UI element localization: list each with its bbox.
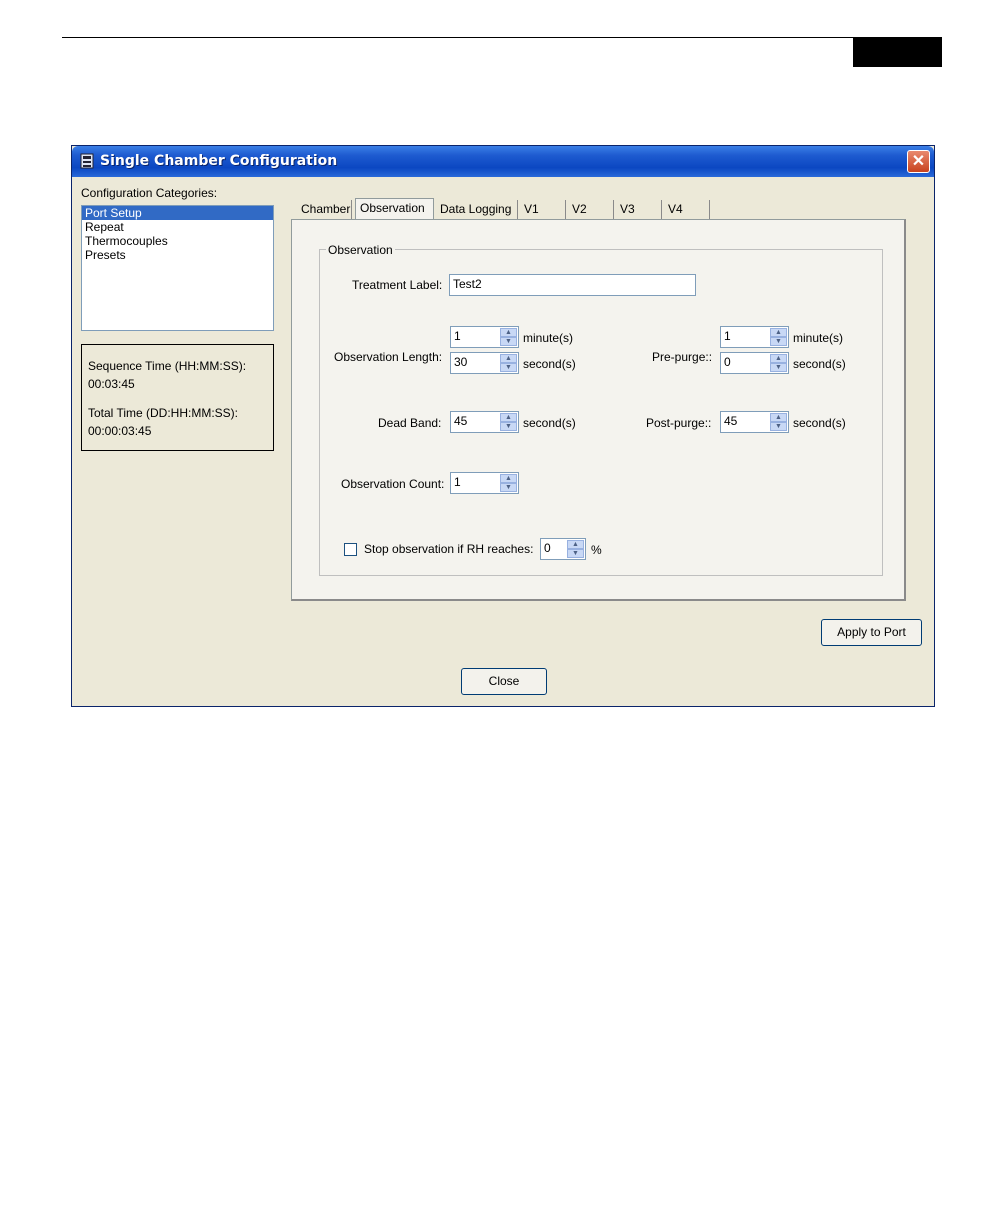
prepurge-minutes-value: 1 xyxy=(724,329,731,343)
prepurge-seconds-spinner[interactable] xyxy=(720,352,789,374)
spin-down-icon[interactable]: ▼ xyxy=(770,363,787,372)
spin-up-icon[interactable]: ▲ xyxy=(567,540,584,549)
spin-up-icon[interactable]: ▲ xyxy=(500,474,517,483)
window-app-icon xyxy=(80,153,94,169)
observation-length-seconds-value: 30 xyxy=(454,355,468,369)
observation-length-seconds-spinner[interactable] xyxy=(450,352,519,374)
stop-rh-value: 0 xyxy=(544,541,551,555)
prepurge-label: Pre-purge:: xyxy=(652,350,713,364)
config-categories-label: Configuration Categories: xyxy=(81,186,218,200)
spin-down-icon[interactable]: ▼ xyxy=(500,337,517,346)
prepurge-seconds-value: 0 xyxy=(724,355,731,369)
dead-band-value: 45 xyxy=(454,414,468,428)
spin-up-icon[interactable]: ▲ xyxy=(770,354,787,363)
spin-down-icon[interactable]: ▼ xyxy=(500,422,517,431)
dead-band-unit: second(s) xyxy=(523,416,576,430)
prepurge-minutes-unit: minute(s) xyxy=(793,331,844,345)
spin-up-icon[interactable]: ▲ xyxy=(500,354,517,363)
dead-band-spinner[interactable] xyxy=(450,411,519,433)
observation-count-spinner[interactable] xyxy=(450,472,519,494)
dead-band-label: Dead Band: xyxy=(378,416,442,430)
treatment-label-caption: Treatment Label: xyxy=(352,278,443,292)
observation-group-title: Observation xyxy=(328,243,393,257)
category-item-port-setup[interactable]: Port Setup xyxy=(82,206,273,220)
apply-to-port-button[interactable]: Apply to Port xyxy=(821,619,922,646)
spin-down-icon[interactable]: ▼ xyxy=(500,363,517,372)
postpurge-unit: second(s) xyxy=(793,416,846,430)
page-header-rule xyxy=(62,37,942,38)
tab-data-logging[interactable]: Data Logging xyxy=(436,200,518,219)
spin-down-icon[interactable]: ▼ xyxy=(567,549,584,558)
spin-down-icon[interactable]: ▼ xyxy=(500,483,517,492)
tab-v4[interactable]: V4 xyxy=(664,200,710,219)
tab-v3[interactable]: V3 xyxy=(616,200,662,219)
postpurge-label: Post-purge:: xyxy=(646,416,712,430)
observation-length-minutes-spinner[interactable] xyxy=(450,326,519,348)
time-summary-box xyxy=(81,344,274,451)
minutes-unit-label: minute(s) xyxy=(523,331,574,345)
single-chamber-config-window xyxy=(71,145,935,707)
spin-down-icon[interactable]: ▼ xyxy=(770,337,787,346)
percent-unit-label: % xyxy=(591,543,602,557)
spin-up-icon[interactable]: ▲ xyxy=(500,413,517,422)
sequence-time-label: Sequence Time (HH:MM:SS): xyxy=(88,359,247,373)
config-categories-list[interactable] xyxy=(81,205,274,331)
spin-up-icon[interactable]: ▲ xyxy=(770,413,787,422)
close-window-button[interactable] xyxy=(907,150,930,173)
tab-chamber[interactable]: Chamber xyxy=(297,200,352,219)
sequence-time-value: 00:03:45 xyxy=(88,377,135,391)
prepurge-minutes-spinner[interactable] xyxy=(720,326,789,348)
observation-count-label: Observation Count: xyxy=(341,477,445,491)
postpurge-value: 45 xyxy=(724,414,738,428)
title-bar[interactable] xyxy=(72,146,934,177)
category-item-presets[interactable]: Presets xyxy=(85,248,126,262)
stop-rh-label: Stop observation if RH reaches: xyxy=(364,542,534,556)
prepurge-seconds-unit: second(s) xyxy=(793,357,846,371)
category-item-thermocouples[interactable]: Thermocouples xyxy=(85,234,168,248)
observation-length-minutes-value: 1 xyxy=(454,329,461,343)
window-title: Single Chamber Configuration xyxy=(100,153,338,169)
tab-observation[interactable]: Observation xyxy=(355,198,434,220)
tab-v2[interactable]: V2 xyxy=(568,200,614,219)
stop-rh-checkbox[interactable] xyxy=(344,543,357,556)
tab-v1[interactable]: V1 xyxy=(520,200,566,219)
observation-group xyxy=(319,249,883,576)
close-icon: ✕ xyxy=(911,153,926,170)
stop-rh-spinner[interactable] xyxy=(540,538,586,560)
seconds-unit-label: second(s) xyxy=(523,357,576,371)
spin-up-icon[interactable]: ▲ xyxy=(770,328,787,337)
page-header-tab xyxy=(853,37,942,67)
category-item-repeat[interactable]: Repeat xyxy=(85,220,124,234)
spin-down-icon[interactable]: ▼ xyxy=(770,422,787,431)
total-time-value: 00:00:03:45 xyxy=(88,424,152,438)
spin-up-icon[interactable]: ▲ xyxy=(500,328,517,337)
postpurge-spinner[interactable] xyxy=(720,411,789,433)
treatment-label-input[interactable]: Test2 xyxy=(449,274,696,296)
total-time-label: Total Time (DD:HH:MM:SS): xyxy=(88,406,239,420)
close-button[interactable]: Close xyxy=(461,668,547,695)
observation-count-value: 1 xyxy=(454,475,461,489)
observation-length-label: Observation Length: xyxy=(334,350,443,364)
